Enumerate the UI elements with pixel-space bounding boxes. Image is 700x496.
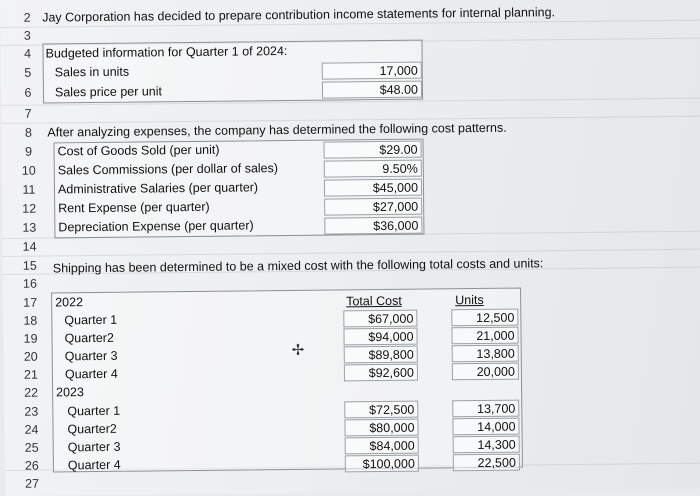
row-number[interactable]: 3 bbox=[23, 28, 31, 43]
row-number[interactable]: 21 bbox=[23, 367, 38, 382]
shipping-title[interactable]: Shipping has been determined to be a mixed cost with the following total costs and units: bbox=[52, 256, 544, 276]
total-cost-cell[interactable]: $100,000 bbox=[345, 455, 419, 473]
row-number[interactable]: 2 bbox=[23, 10, 31, 25]
row-number[interactable]: 13 bbox=[22, 220, 37, 235]
total-cost-cell[interactable]: $67,000 bbox=[343, 310, 417, 328]
intro-text[interactable]: Jay Corporation has decided to prepare contribution income statements for internal planning. bbox=[42, 5, 556, 25]
quarter-label[interactable]: Quarter2 bbox=[67, 421, 117, 437]
row-number[interactable]: 18 bbox=[23, 313, 38, 328]
cost-item-label[interactable]: Administrative Salaries (per quarter) bbox=[57, 180, 259, 197]
total-cost-cell[interactable]: $94,000 bbox=[343, 328, 417, 346]
units-cell[interactable]: 20,000 bbox=[452, 363, 519, 381]
units-cell[interactable]: 13,800 bbox=[452, 345, 519, 363]
total-cost-cell[interactable]: $84,000 bbox=[345, 437, 419, 455]
costs-title[interactable]: After analyzing expenses, the company has determined the following cost patterns. bbox=[47, 120, 507, 140]
quarter-label[interactable]: Quarter 4 bbox=[67, 457, 121, 473]
row-number[interactable]: 20 bbox=[23, 349, 38, 364]
cost-item-value[interactable]: $27,000 bbox=[324, 198, 422, 216]
units-cell[interactable]: 14,000 bbox=[452, 418, 519, 436]
row-number[interactable]: 23 bbox=[24, 404, 39, 419]
row-number[interactable]: 7 bbox=[24, 106, 32, 121]
row-number[interactable]: 9 bbox=[25, 144, 33, 159]
row-number[interactable]: 27 bbox=[25, 476, 40, 491]
row-number[interactable]: 16 bbox=[22, 276, 37, 291]
row-number[interactable]: 26 bbox=[24, 458, 39, 473]
year-2022-label[interactable]: 2022 bbox=[55, 295, 84, 310]
sales-price-value[interactable]: $48.00 bbox=[322, 81, 422, 99]
row-number[interactable]: 6 bbox=[24, 85, 32, 100]
quarter-label[interactable]: Quarter 1 bbox=[64, 312, 118, 328]
cost-item-value[interactable]: $45,000 bbox=[324, 179, 422, 197]
row-number[interactable]: 25 bbox=[24, 440, 39, 455]
row-number[interactable]: 11 bbox=[22, 182, 36, 197]
row-number[interactable]: 10 bbox=[21, 163, 36, 178]
row-number[interactable]: 24 bbox=[24, 422, 39, 437]
year-2023-label[interactable]: 2023 bbox=[56, 385, 84, 400]
cost-item-label[interactable]: Depreciation Expense (per quarter) bbox=[58, 218, 254, 235]
sales-units-label[interactable]: Sales in units bbox=[54, 64, 130, 80]
units-header[interactable]: Units bbox=[455, 292, 484, 308]
row-number[interactable]: 5 bbox=[24, 65, 32, 80]
row-number[interactable]: 14 bbox=[22, 239, 37, 254]
row-number[interactable]: 4 bbox=[24, 46, 32, 61]
total-cost-header[interactable]: Total Cost bbox=[346, 293, 402, 309]
units-cell[interactable]: 21,000 bbox=[451, 327, 518, 345]
row-number[interactable]: 19 bbox=[23, 331, 38, 346]
quarter-label[interactable]: Quarter2 bbox=[64, 330, 114, 346]
quarter-label[interactable]: Quarter 3 bbox=[64, 348, 118, 364]
row-number[interactable]: 15 bbox=[22, 258, 37, 273]
cost-item-label[interactable]: Sales Commissions (per dollar of sales) bbox=[57, 161, 279, 178]
total-cost-cell[interactable]: $92,600 bbox=[344, 364, 418, 382]
quarter-label[interactable]: Quarter 4 bbox=[64, 366, 118, 382]
row-number[interactable]: 8 bbox=[24, 125, 32, 140]
row-number[interactable]: 17 bbox=[23, 295, 38, 310]
cost-item-label[interactable]: Rent Expense (per quarter) bbox=[58, 199, 210, 216]
units-cell[interactable]: 13,700 bbox=[452, 400, 519, 418]
cost-item-value[interactable]: $36,000 bbox=[324, 217, 422, 235]
row-number[interactable]: 12 bbox=[22, 201, 37, 216]
units-cell[interactable]: 22,500 bbox=[453, 454, 520, 472]
cost-item-label[interactable]: Cost of Goods Sold (per unit) bbox=[57, 142, 220, 159]
units-cell[interactable]: 14,300 bbox=[453, 436, 520, 454]
grid-line bbox=[3, 249, 700, 257]
cost-item-value[interactable]: 9.50% bbox=[324, 160, 422, 178]
cell-cursor-icon: ✢ bbox=[291, 341, 305, 359]
cost-item-value[interactable]: $29.00 bbox=[324, 141, 422, 159]
total-cost-cell[interactable]: $72,500 bbox=[344, 401, 418, 419]
row-number[interactable]: 22 bbox=[24, 385, 39, 400]
quarter-label[interactable]: Quarter 1 bbox=[67, 403, 121, 419]
sales-units-value[interactable]: 17,000 bbox=[322, 62, 422, 80]
quarter-label[interactable]: Quarter 3 bbox=[67, 439, 121, 455]
sales-price-label[interactable]: Sales price per unit bbox=[54, 84, 163, 100]
total-cost-cell[interactable]: $89,800 bbox=[344, 346, 418, 364]
units-cell[interactable]: 12,500 bbox=[451, 309, 518, 327]
total-cost-cell[interactable]: $80,000 bbox=[344, 419, 418, 437]
budget-title[interactable]: Budgeted information for Quarter 1 of 2024: bbox=[45, 43, 288, 61]
